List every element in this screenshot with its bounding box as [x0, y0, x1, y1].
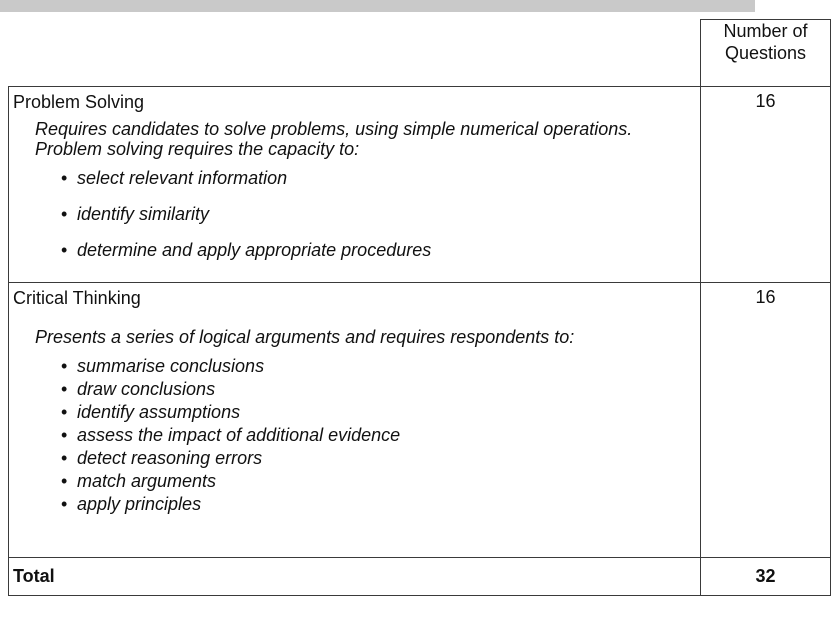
section-title-problem-solving: Problem Solving — [13, 91, 145, 112]
total-count: 32 — [701, 557, 831, 595]
total-label: Total — [9, 557, 701, 595]
section-description-problem-solving: Requires candidates to solve problems, using simple numerical operations. Problem solving requires the capacity to: — [35, 118, 633, 159]
table-row-total — [9, 557, 831, 595]
list-item: • match arguments — [61, 470, 700, 493]
question-count-critical-thinking: 16 — [701, 282, 831, 557]
table-header-row — [9, 20, 831, 87]
bullet-list-problem-solving — [9, 167, 700, 261]
list-item: • identify similarity — [61, 203, 700, 225]
section-description-critical-thinking: Presents a series of logical arguments and requires respondents to: — [35, 326, 575, 347]
problem-solving-cell — [9, 86, 701, 282]
list-item: • detect reasoning errors — [61, 447, 700, 470]
number-of-questions-header: Number of Questions — [701, 20, 831, 87]
top-divider-bar — [0, 0, 755, 12]
section-title-critical-thinking: Critical Thinking — [13, 287, 141, 308]
header-blank-cell — [9, 20, 701, 87]
bullet-list-critical-thinking — [9, 355, 700, 516]
table-row-critical-thinking — [9, 282, 831, 557]
list-item: • select relevant information — [61, 167, 700, 189]
list-item: • apply principles — [61, 493, 700, 516]
list-item: • identify assumptions — [61, 401, 700, 424]
list-item: • summarise conclusions — [61, 355, 700, 378]
question-distribution-table — [8, 19, 831, 596]
critical-thinking-cell — [9, 282, 701, 557]
list-item: • determine and apply appropriate procedures — [61, 239, 700, 261]
list-item: • draw conclusions — [61, 378, 700, 401]
table-row-problem-solving — [9, 86, 831, 282]
question-count-problem-solving: 16 — [701, 86, 831, 282]
list-item: • assess the impact of additional evidence — [61, 424, 700, 447]
